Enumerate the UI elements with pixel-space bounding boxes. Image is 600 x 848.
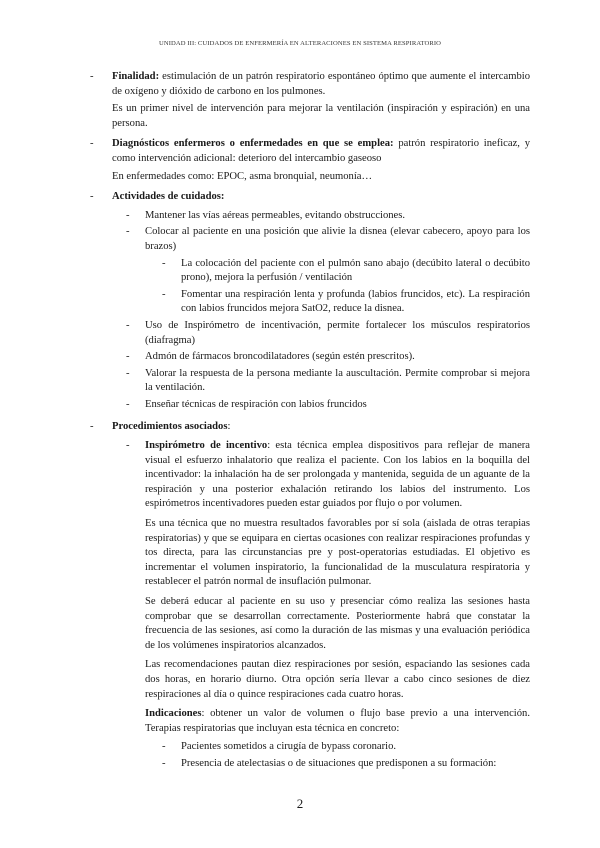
document-body xyxy=(90,70,530,774)
dash-marker: - xyxy=(126,226,130,238)
diagnosticos-paragraph: En enfermedades como: EPOC, asma bronquial, neumonía… xyxy=(112,170,373,182)
bullet-finalidad xyxy=(90,70,530,99)
sub-list-item-text: Fomentar una respiración lenta y profunda (labios fruncidos, etc). La respiración con labios fruncidos mejora SatO2, reduce la disnea. xyxy=(181,288,530,315)
dash-marker: - xyxy=(126,319,130,331)
dash-marker: - xyxy=(162,741,166,753)
finalidad-paragraph: Es un primer nivel de intervención para mejorar la ventilación (inspiración y espiración) en una persona. xyxy=(112,103,530,129)
list-item-text: Valorar la respuesta de la persona mediante la auscultación. Permite comprobar si mejora la ventilación. xyxy=(145,367,530,394)
dash-marker: - xyxy=(126,398,130,410)
list-item xyxy=(90,398,530,413)
sub-list-item-text: Presencia de atelectasias o de situaciones que predisponen a su formación: xyxy=(181,757,497,769)
diagnosticos-label: Diagnósticos enfermeros o enfermedades en que se emplea: xyxy=(112,138,394,150)
finalidad-label: Finalidad: xyxy=(112,71,160,82)
bullet-diagnosticos xyxy=(90,137,530,166)
procedimientos-colon: : xyxy=(227,421,231,433)
inspirometro-label: Inspirómetro de incentivo xyxy=(145,440,268,452)
sub-list-item xyxy=(90,288,530,317)
procedimientos-paragraph: Se deberá educar al paciente en su uso y presenciar cómo realiza las sesiones hasta comprobar que se desarrollan correctamente. Posteriormente habrá que constatar la frecuencia de las sesiones, así como la duración de las mismas y una evaluación periódica de los volúmenes inspiratorios alcanzados. xyxy=(145,596,530,651)
list-item xyxy=(90,319,530,348)
diagnosticos-text xyxy=(112,137,530,166)
dash-marker: - xyxy=(126,351,130,363)
list-item-text: Uso de Inspirómetro de incentivación, permite fortalecer los músculos respiratorios (diafragma) xyxy=(145,319,530,346)
dash-marker: - xyxy=(90,138,94,150)
list-item xyxy=(90,225,530,254)
indicaciones-label: Indicaciones xyxy=(145,708,202,720)
finalidad-body: estimulación de un patrón respiratorio espontáneo óptimo que aumente el intercambio de oxígeno y dióxido de carbono en los pulmones. xyxy=(112,71,530,97)
procedimientos-paragraph: Las recomendaciones pautan diez respiraciones por sesión, espaciando las sesiones cada dos horas, en horario diurno. Otra opción sería llevar a cabo cinco sesiones de diez respiraciones al día o quince respiraciones cada cuatro horas. xyxy=(145,659,530,700)
procedimientos-label: Procedimientos asociados xyxy=(112,421,228,433)
sub-list-item xyxy=(90,740,530,755)
actividades-label: Actividades de cuidados: xyxy=(112,191,225,203)
dash-marker: - xyxy=(162,757,166,769)
dash-marker: - xyxy=(90,71,94,82)
list-item-text: Admón de fármacos broncodilatadores (según estén prescritos). xyxy=(145,351,415,363)
list-item xyxy=(90,350,530,365)
procedimientos-paragraph: Es una técnica que no muestra resultados favorables por sí sola (aislada de otras terapias respiratorias) y que se equipara en ciertas ocasiones con realizar respiraciones profundas y tos directa, para las circunstancias pre y post-operatorias estudiadas. El objetivo es incrementar el volumen inspiratorio, la funcionalidad de la musculatura respiratoria y restablecer el patrón normal de insuflación pulmonar. xyxy=(145,518,530,588)
sub-list-item-text: La colocación del paciente con el pulmón sano abajo (decúbito lateral o decúbito prono), mejora la perfusión / ventilación xyxy=(181,257,530,284)
dash-marker: - xyxy=(126,209,130,221)
procedimientos-heading xyxy=(112,420,530,435)
bullet-procedimientos xyxy=(90,420,530,435)
list-item-text: Enseñar técnicas de respiración con labios fruncidos xyxy=(145,398,367,410)
dash-marker: - xyxy=(126,367,130,379)
sub-list-item-text: Pacientes sometidos a cirugía de bypass coronario. xyxy=(181,741,397,753)
list-item xyxy=(90,209,530,224)
sub-list-item xyxy=(90,257,530,286)
sub-list-item xyxy=(90,757,530,772)
inspirometro-text xyxy=(145,439,530,512)
dash-marker: - xyxy=(162,288,166,300)
indicaciones-paragraph xyxy=(90,707,530,736)
running-header: UNIDAD III: CUIDADOS DE ENFERMERÍA EN ALTERACIONES EN SISTEMA RESPIRATORIO xyxy=(159,40,441,47)
inspirometro-body: : esta técnica emplea dispositivos para reflejar de manera visual el esfuerzo inhalatorio que realiza el paciente. Con los labios en la boquilla del incentivador: la inhalación ha de ser prolongada y mantenida, seguida de un aguante de la respiración y una posterior exhalación retirando los labios del instrumento. Los espirómetros incentivadores pueden estar guiados por flujo o por volumen. xyxy=(145,440,531,510)
list-item-inspirometro xyxy=(90,439,530,512)
dash-marker: - xyxy=(126,440,130,452)
dash-marker: - xyxy=(162,257,166,269)
page-number: 2 xyxy=(296,796,304,811)
dash-marker: - xyxy=(90,191,94,203)
list-item-text: Mantener las vías aéreas permeables, evitando obstrucciones. xyxy=(145,209,406,221)
diagnosticos-body: patrón respiratorio ineficaz, y como intervención adicional: deterioro del intercambio gaseoso xyxy=(112,138,530,164)
finalidad-text xyxy=(112,70,530,99)
list-item xyxy=(90,367,530,396)
bullet-actividades xyxy=(90,190,530,205)
indicaciones-body: : obtener un valor de volumen o flujo base previo a una intervención. Terapias respiratorias que incluyan esta técnica en concreto: xyxy=(145,708,530,734)
dash-marker: - xyxy=(90,421,94,433)
actividades-heading xyxy=(112,190,530,205)
list-item-text: Colocar al paciente en una posición que alivie la disnea (elevar cabecero, apoyo para los brazos) xyxy=(145,226,530,252)
